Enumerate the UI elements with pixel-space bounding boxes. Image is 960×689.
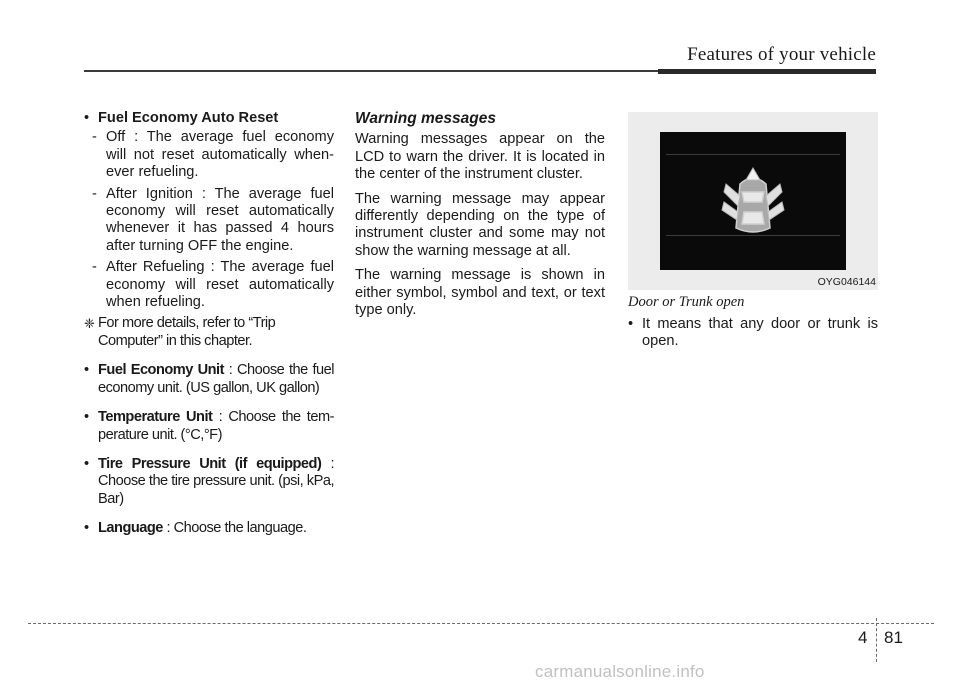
bullet-dot-icon: • (84, 455, 90, 472)
column-left (84, 110, 334, 550)
paragraph: The warning message may appear differently depending on the type of instrument cluster and some may not show the warning message at all. (355, 190, 605, 259)
car-doors-open-icon (660, 132, 846, 270)
note-mark-icon: ❈ (84, 316, 95, 332)
subsection-title: Door or Trunk open (628, 294, 745, 310)
bullet-fuel-economy-unit: • Fuel Economy Unit : Choose the fuel economy unit. (US gallon, UK gallon) (84, 362, 334, 396)
bullet-language: • Language : Choose the language. (84, 520, 307, 537)
page-separator (876, 618, 877, 662)
sub-item: - After Ignition : The average fuel economy will reset automatically whenever it has passed 4 hours after turning OFF the engine. (92, 185, 334, 254)
sub-item: - Off : The average fuel economy will not reset automatically when-ever refueling. (92, 129, 334, 181)
bullet-temperature-unit: • Temperature Unit : Choose the tem-perature unit. (°C,°F) (84, 409, 334, 443)
page-number: 81 (884, 628, 903, 647)
lcd-screen (660, 132, 846, 270)
bullet-text: It means that any door or trunk is open. (642, 316, 878, 350)
paragraph: The warning message is shown in either symbol, symbol and text, or text type only. (355, 267, 605, 319)
note (84, 315, 334, 350)
bullet-fuel-economy-reset (84, 110, 334, 127)
bullet-dot-icon: • (84, 520, 90, 537)
chapter-number: 4 (858, 628, 868, 647)
bullet-tire-pressure-unit: • Tire Pressure Unit (if equipped) : Choose the tire pressure unit. (psi, kPa, Bar) (84, 455, 335, 507)
note-text: For more details, refer to “Trip Computer” in this chapter. (98, 315, 276, 349)
bullet-dot-icon: • (84, 362, 90, 379)
sub-item: - After Refueling : The average fuel economy will reset automatically when refueling. (92, 259, 334, 311)
bullet-dot-icon: • (84, 110, 90, 126)
figure-code: OYG046144 (817, 276, 876, 288)
bullet-dot-icon: • (628, 316, 634, 332)
header-rule-accent (658, 69, 876, 74)
watermark: carmanualsonline.info (535, 662, 705, 681)
section-title: Warning messages (355, 110, 496, 127)
bullet-title: Fuel Economy Auto Reset (98, 110, 279, 126)
sub-list (84, 129, 334, 311)
bullet-door-open (628, 316, 878, 363)
bullet-dot-icon: • (84, 409, 90, 426)
paragraph: Warning messages appear on the LCD to warn the driver. It is located in the center of the instrument cluster. (355, 131, 605, 183)
footer-rule (28, 623, 934, 624)
figure-door-open (628, 112, 878, 290)
column-middle (355, 110, 605, 326)
header-title: Features of your vehicle (687, 44, 876, 65)
